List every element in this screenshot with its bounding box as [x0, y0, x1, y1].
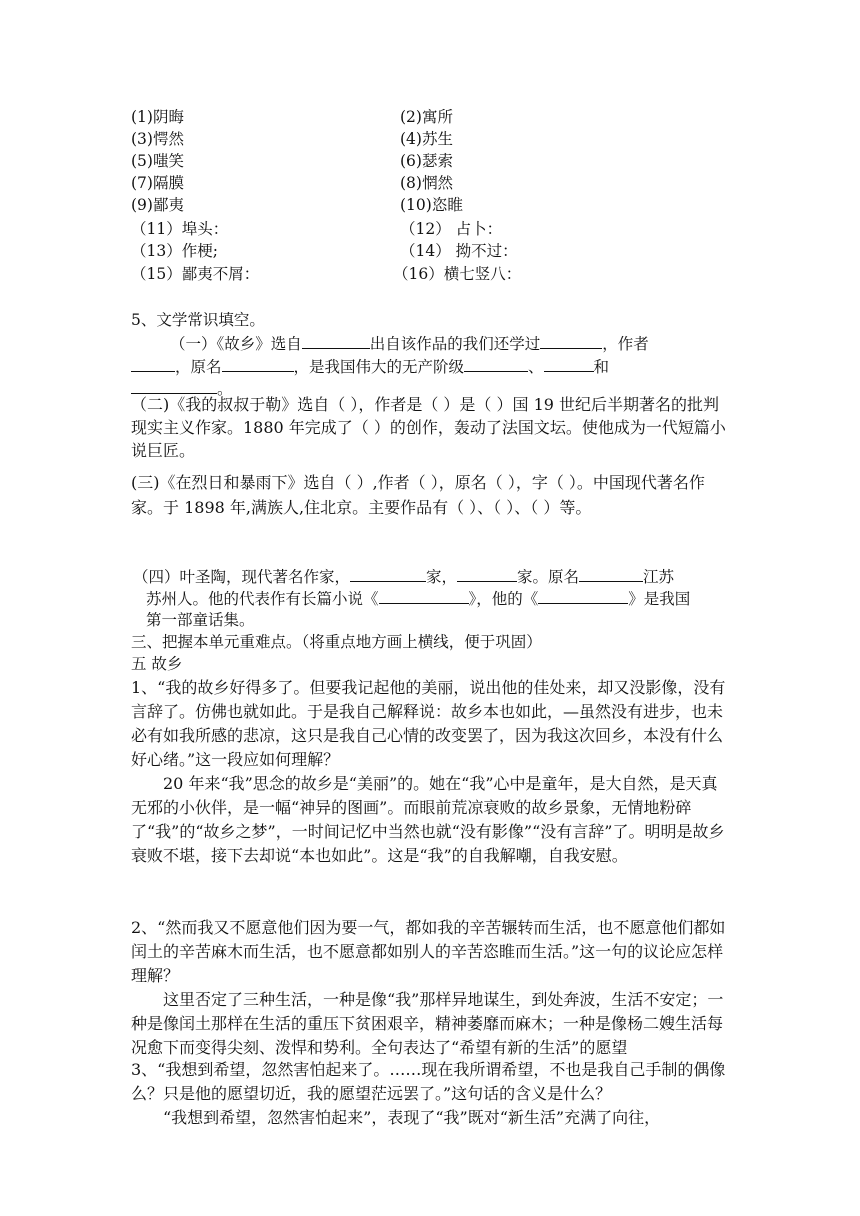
- vocab-item: (10)恣睢: [400, 196, 463, 214]
- blank-line: [222, 355, 294, 372]
- blank-line: [457, 565, 517, 582]
- section-3-heading: 三、把握本单元重难点。（将重点地方画上横线，便于巩固）: [131, 633, 542, 651]
- question-3: 3、“我想到希望，忽然害怕起来了。……现在我所谓希望，不也是我自己手制的偶像么？只是他的愿望切近，我的愿望茫远罢了。”这句话的含义是什么？: [131, 1060, 726, 1103]
- answer-2: 这里否定了三种生活，一种是像“我”那样异地谋生，到处奔波，生活不安定；一种是像闰土那样在生活的重压下贫困艰辛，精神萎靡而麻木；一种是像杨二嫂生活每况愈下而变得尖刻、泼悍和势利。全句表达了“希望有新的生活”的愿望: [131, 990, 724, 1057]
- vocab-item: (3)愕然: [131, 130, 184, 148]
- p4-text: （四）叶圣陶，现代著名作家，: [133, 568, 351, 586]
- answer-1: 20 年来“我”思念的故乡是“美丽”的。她在“我”心中是童年，是大自然，是天真无邪的小伙伴，是一幅“神异的图画”。而眼前荒凉衰败的故乡景象，无情地粉碎了“我”的“故乡之梦”，一时间记忆中当然也就“没有影像”“没有言辞”了。明明是故乡衰败不堪，接下去却说“本也如此”。这是“我”的自我解嘲，自我安慰。: [131, 774, 725, 865]
- vocab-item: （13）作梗;: [131, 242, 218, 260]
- answer-3: “我想到希望，忽然害怕起来”，表现了“我”既对“新生活”充满了向往，: [163, 1108, 661, 1127]
- vocab-item: (9)鄙夷: [131, 196, 184, 214]
- p1-text: ，是我国伟大的无产阶级: [293, 358, 465, 376]
- blank-line: [350, 565, 426, 582]
- question-2: 2、“然而我又不愿意他们因为要一气，都如我的辛苦辗转而生活，也不愿意他们都如闰土的辛苦麻木而生活，也不愿意都如别人的辛苦恣睢而生活。”这一句的议论应怎样理解？: [131, 918, 726, 985]
- blank-line: [540, 332, 602, 349]
- p4-text: 苏州人。他的代表作有长篇小说《: [146, 590, 379, 608]
- section-5-p4-line2: [146, 587, 690, 610]
- blank-line: [131, 377, 217, 394]
- section-5-p4-line1: [133, 565, 674, 588]
- vocab-item: (1)阴晦: [131, 108, 184, 126]
- p1-text: ，作者: [602, 335, 649, 353]
- section-5-p3: (三)《在烈日和暴雨下》选自（ ）,作者（ ），原名（ ），字（ ）。中国现代著名作家。于 1898 年,满族人,住北京。主要作品有（ ）、（ ）、（ ）等。: [131, 473, 705, 517]
- section-5-p1-line2: [131, 355, 609, 378]
- vocab-item: （11）埠头：: [131, 220, 229, 238]
- blank-line: [302, 332, 370, 349]
- p4-text: 江苏: [643, 568, 675, 586]
- p4-text: 家。原名: [517, 568, 580, 586]
- p4-text: 》，他的《: [468, 590, 539, 608]
- section-5-p2: （二)《我的叔叔于勒》选自（ ），作者是（ ）是（ ）国 19 世纪后半期著名的批判现实主义作家。1880 年完成了（ ）的创作，轰动了法国文坛。使他成为一代短篇小说巨匠。: [131, 395, 726, 460]
- p4-text: 》是我国: [628, 590, 691, 608]
- vocab-item: (2)寓所: [400, 108, 453, 126]
- vocab-item: （16）横七竖八：: [393, 265, 522, 283]
- vocab-item: (4)苏生: [400, 130, 453, 148]
- blank-line: [131, 355, 175, 372]
- blank-line: [579, 565, 643, 582]
- blank-line: [544, 355, 594, 372]
- p1-text: ，原名: [175, 358, 222, 376]
- p1-text: 。: [217, 380, 233, 398]
- p1-text: （一）《故乡》选自: [170, 335, 302, 353]
- vocab-item: （14） 拗不过：: [400, 242, 518, 260]
- blank-line: [379, 587, 469, 604]
- vocab-item: (6)瑟索: [400, 152, 453, 170]
- p4-text: 家，: [426, 568, 458, 586]
- vocab-item: （12） 占卜：: [400, 220, 503, 238]
- blank-line: [538, 587, 628, 604]
- section-5-heading: 5、文学常识填空。: [131, 311, 265, 329]
- vocab-item: （15）鄙夷不屑：: [131, 265, 260, 283]
- section-5-p1-line1: [170, 332, 649, 355]
- vocab-item: (5)嗤笑: [131, 152, 184, 170]
- section-3-sub: 五 故乡: [131, 655, 183, 673]
- p1-text: 、: [528, 358, 544, 376]
- p1-text: 和: [593, 358, 610, 376]
- blank-line: [464, 355, 528, 372]
- vocab-item: (7)隔膜: [131, 174, 184, 192]
- vocab-item: (8)惘然: [400, 174, 453, 192]
- section-5-p4-line3: 第一部童话集。: [146, 611, 255, 629]
- question-1: 1、“我的故乡好得多了。但要我记起他的美丽，说出他的佳处来，却又没影像，没有言辞了。仿佛也就如此。于是我自己解释说：故乡本也如此，—虽然没有进步，也未必有如我所感的悲凉，这只是我自己心情的改变罢了，因为我这次回乡，本没有什么好心绪。”这一段应如何理解？: [131, 678, 726, 769]
- p1-text: 出自该作品的我们还学过: [369, 335, 541, 353]
